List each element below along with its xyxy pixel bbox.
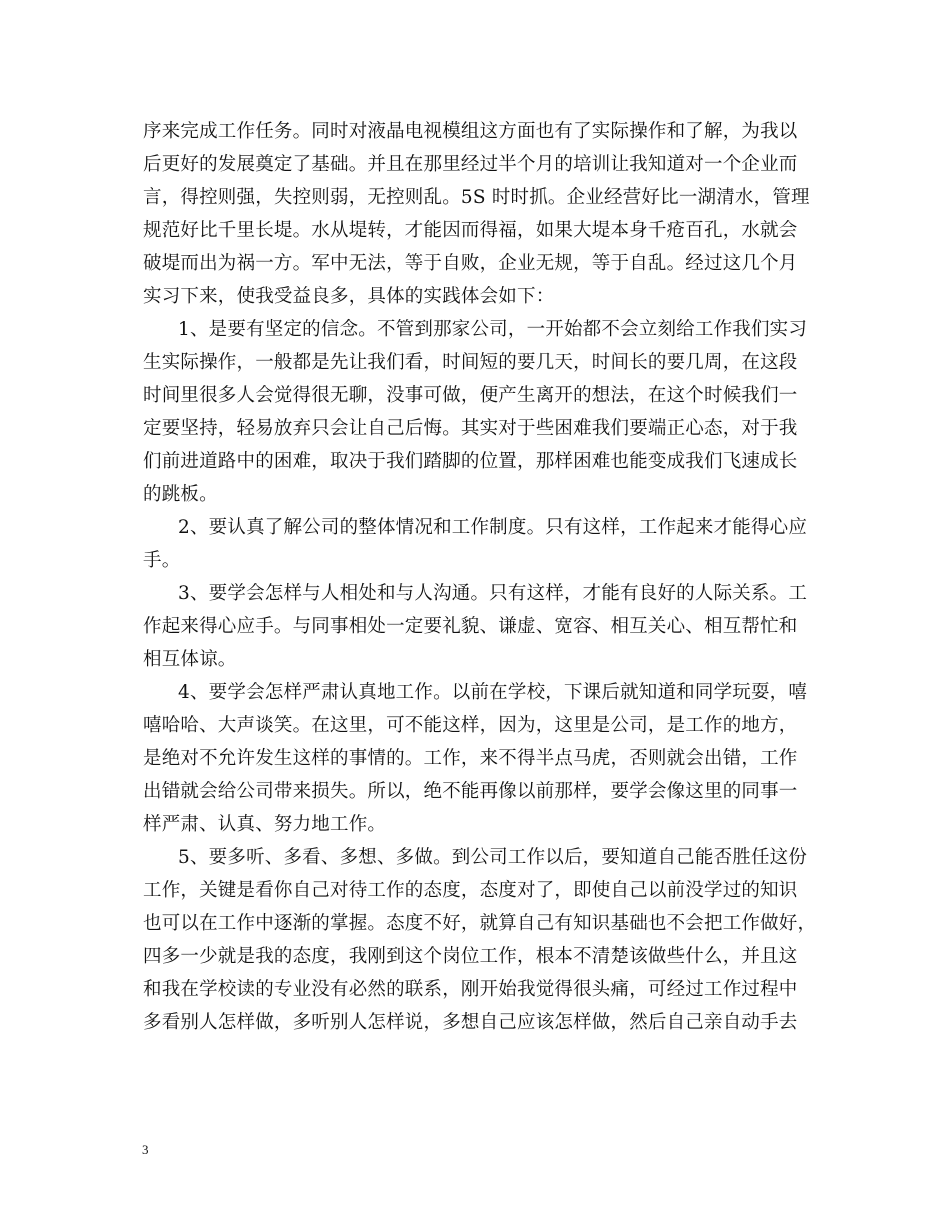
text-line: 是绝对不允许发生这样的事情的。工作，来不得半点马虎，否则就会出错，工作 xyxy=(143,748,798,769)
text-line: 后更好的发展奠定了基础。并且在那里经过半个月的培训让我知道对一个企业而 xyxy=(143,154,798,175)
text-line: 出错就会给公司带来损失。所以，绝不能再像以前那样，要学会像这里的同事一 xyxy=(143,781,798,802)
text-line: 实习下来，使我受益良多，具体的实践体会如下： xyxy=(143,286,555,307)
paragraph-start-line: 4、要学会怎样严肃认真地工作。以前在学校，下课后就知道和同学玩耍，嘻 xyxy=(178,682,808,703)
page-number: 3 xyxy=(142,1142,149,1157)
paragraph-start-line: 2、要认真了解公司的整体情况和工作制度。只有这样，工作起来才能得心应 xyxy=(178,517,808,538)
text-line: 四多一少就是我的态度，我刚到这个岗位工作，根本不清楚该做些什么，并且这 xyxy=(143,946,798,967)
text-line: 破堤而出为祸一方。军中无法，等于自败，企业无规，等于自乱。经过这几个月 xyxy=(143,253,798,274)
text-line: 多看别人怎样做，多听别人怎样说，多想自己应该怎样做，然后自己亲自动手去 xyxy=(143,1012,798,1033)
text-line: 也可以在工作中逐渐的掌握。态度不好，就算自己有知识基础也不会把工作做好， xyxy=(143,913,817,934)
paragraph-start-line: 1、是要有坚定的信念。不管到那家公司，一开始都不会立刻给工作我们实习 xyxy=(178,319,808,340)
text-line: 生实际操作，一般都是先让我们看，时间短的要几天，时间长的要几周，在这段 xyxy=(143,352,798,373)
text-line: 规范好比千里长堤。水从堤转，才能因而得福，如果大堤本身千疮百孔，水就会 xyxy=(143,220,798,241)
text-line: 们前进道路中的困难，取决于我们踏脚的位置，那样困难也能变成我们飞速成长 xyxy=(143,451,798,472)
text-line: 定要坚持，轻易放弃只会让自己后悔。其实对于些困难我们要端正心态，对于我 xyxy=(143,418,798,439)
text-line: 言，得控则强，失控则弱，无控则乱。5S 时时抓。企业经营好比一湖清水，管理 xyxy=(143,187,810,208)
paragraph-start-line: 3、要学会怎样与人相处和与人沟通。只有这样，才能有良好的人际关系。工 xyxy=(178,583,808,604)
text-line: 时间里很多人会觉得很无聊，没事可做，便产生离开的想法，在这个时候我们一 xyxy=(143,385,798,406)
text-line: 作起来得心应手。与同事相处一定要礼貌、谦虚、宽容、相互关心、相互帮忙和 xyxy=(143,616,798,637)
body-text xyxy=(143,115,823,1039)
text-line: 序来完成工作任务。同时对液晶电视模组这方面也有了实际操作和了解，为我以 xyxy=(143,121,798,142)
text-line: 相互体谅。 xyxy=(143,649,237,670)
text-line: 手。 xyxy=(143,550,181,571)
text-line: 工作，关键是看你自己对待工作的态度，态度对了，即使自己以前没学过的知识 xyxy=(143,880,798,901)
paragraph-start-line: 5、要多听、多看、多想、多做。到公司工作以后，要知道自己能否胜任这份 xyxy=(178,847,808,868)
text-line: 的跳板。 xyxy=(143,484,218,505)
text-line: 嘻哈哈、大声谈笑。在这里，可不能这样，因为，这里是公司，是工作的地方， xyxy=(143,715,798,736)
text-line: 样严肃、认真、努力地工作。 xyxy=(143,814,387,835)
text-line: 和我在学校读的专业没有必然的联系，刚开始我觉得很头痛，可经过工作过程中 xyxy=(143,979,798,1000)
